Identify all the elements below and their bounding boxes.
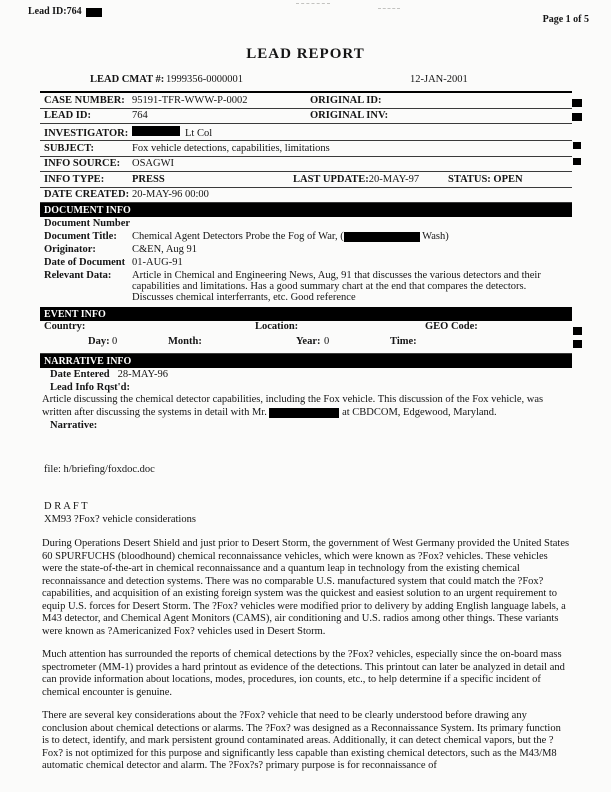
narrative-info-header: NARRATIVE INFO <box>40 354 572 368</box>
subject-label: SUBJECT: <box>44 142 94 154</box>
redaction-box <box>269 408 339 418</box>
info-source-row <box>40 157 572 173</box>
lead-info-post: at CBDCOM, Edgewood, Maryland. <box>339 406 497 418</box>
case-number-label: CASE NUMBER: <box>44 94 125 106</box>
redaction-box <box>132 126 180 136</box>
original-inv-label: ORIGINAL INV: <box>310 110 389 121</box>
time-label: Time: <box>390 336 417 347</box>
scan-artifact <box>573 327 582 335</box>
document-title-pre: Chemical Agent Detectors Probe the Fog of War, ( <box>132 231 344 242</box>
last-update-value: 20-MAY-97 <box>368 173 420 185</box>
scan-artifact <box>573 340 582 348</box>
subject-row <box>40 141 572 157</box>
case-table <box>40 91 572 203</box>
date-of-document-value: 01-AUG-91 <box>132 257 183 268</box>
scan-artifact <box>573 142 581 149</box>
document-title-value <box>132 231 568 242</box>
info-source-label: INFO SOURCE: <box>44 158 121 169</box>
narrative-label: Narrative: <box>50 420 98 432</box>
status <box>448 174 523 185</box>
lead-info-label: Lead Info Rqst'd: <box>50 382 130 393</box>
geo-code-label: GEO Code: <box>425 321 478 332</box>
scan-artifact <box>572 99 582 107</box>
file-path-line: file: h/briefing/foxdoc.doc <box>44 464 155 476</box>
date-created-label: DATE CREATED: <box>44 189 130 200</box>
date-of-document-row <box>40 256 572 269</box>
location-label: Location: <box>255 321 299 332</box>
cmat-label: LEAD CMAT #: <box>90 74 165 85</box>
report-date: 12-JAN-2001 <box>410 74 468 85</box>
subject-value: Fox vehicle detections, capabilities, limitations <box>132 142 330 154</box>
document-title-label: Document Title: <box>44 231 117 242</box>
document-title-post: Wash) <box>419 231 449 242</box>
last-update <box>293 174 419 185</box>
redaction-box <box>86 8 102 17</box>
country-label: Country: <box>44 321 86 332</box>
investigator-label: INVESTIGATOR: <box>44 127 129 139</box>
cmat-row <box>40 74 572 91</box>
case-number-value: 95191-TFR-WWW-P-0002 <box>132 94 248 106</box>
narrative-text <box>40 538 572 773</box>
info-source-value: OSAGWI <box>132 158 174 169</box>
scan-artifact <box>572 113 582 121</box>
draft-line: D R A F T <box>44 501 88 513</box>
date-created-row <box>40 188 572 204</box>
original-id-label: ORIGINAL ID: <box>310 94 382 106</box>
date-entered-value: 28-MAY-96 <box>117 369 168 380</box>
date-created-value: 20-MAY-96 00:00 <box>132 189 209 200</box>
day-label: Day: <box>88 336 110 347</box>
relevant-data-label: Relevant Data: <box>44 270 112 281</box>
event-info-header: EVENT INFO <box>40 307 572 321</box>
originator-label: Originator: <box>44 244 96 255</box>
document-number-row <box>40 217 572 230</box>
event-row-1 <box>40 321 572 336</box>
document-info-header: DOCUMENT INFO <box>40 203 572 217</box>
event-row-2 <box>40 336 572 351</box>
investigator-row <box>40 124 572 141</box>
lead-id-row <box>40 109 572 125</box>
month-label: Month: <box>168 336 202 347</box>
report-body <box>40 74 572 784</box>
narrative-paragraph: During Operations Desert Shield and just prior to Desert Storm, the government of West Germany provided the United States 60 SPURFUCHS (bloodhound) chemical reconnaissance vehicles, which were known as ?Fox? vehicles. These vehicles were the state-of-the-art in chemical reconnaissance and a quantum leap in technology from the existing chemical reconnaissance and detection systems. There was no comparable U.S. manufactured system that could match the ?Fox? capabilities, and acquisition of an existing foreign system was the quickest and easiest solution to an urgent requirement to equip U.S. forces for Desert Storm. The ?Fox? vehicles were modified prior to delivery by adding English language labels, a M43 detector, and Chemical Agent Monitors (CAMS), air conditioning and U.S. radios among other things. These variants were known as ?Americanized Fox? vehicles used in Desert Storm. <box>42 538 570 637</box>
document-title-row <box>40 230 572 243</box>
info-type-value: PRESS <box>132 173 165 185</box>
investigator-value: Lt Col <box>185 127 213 139</box>
date-entered-label: Date Entered <box>50 369 110 380</box>
narrative-subject-line: XM93 ?Fox? vehicle considerations <box>44 514 196 526</box>
scan-artifact <box>573 158 581 165</box>
status-label: STATUS: <box>448 173 491 185</box>
cmat-value: 1999356-0000001 <box>166 74 243 85</box>
year-label: Year: <box>296 336 321 347</box>
document-info-section <box>40 217 572 307</box>
scan-artifact <box>378 8 400 9</box>
date-entered-row <box>40 368 572 381</box>
info-type-row <box>40 172 572 188</box>
info-type-label: INFO TYPE: <box>44 173 105 185</box>
narrative-paragraph: Much attention has surrounded the reports of chemical detections by the ?Fox? vehicles, especially since the on-board mass spectrometer (MM-1) provides a hard printout as evidence of the detections. This printout can later be analyzed in detail and can provide information about locations, modes, procedures, ion counts, etc., to help determine if a specific incident of chemical encounter is genuine. <box>42 649 565 698</box>
relevant-data-row <box>40 269 572 304</box>
year-value: 0 <box>324 336 330 347</box>
originator-row <box>40 243 572 256</box>
lead-info-pre: Article discussing the chemical detector capabilities, including the Fox vehicle. This discussion of the Fox vehicle, was written after discussing the systems in detail with Mr. <box>42 394 544 418</box>
report-title: LEAD REPORT <box>246 46 365 62</box>
scan-artifact <box>296 3 330 4</box>
narrative-section <box>40 368 572 773</box>
redaction-box <box>344 232 420 242</box>
corner-lead-id <box>28 6 102 17</box>
last-update-label: LAST UPDATE: <box>293 173 369 185</box>
page-number: Page 1 of 5 <box>542 14 589 25</box>
originator-value: C&EN, Aug 91 <box>132 244 198 255</box>
status-badge: OPEN <box>493 173 523 185</box>
case-number-row <box>40 93 572 109</box>
corner-lead-id-text: Lead ID:764 <box>28 6 82 17</box>
date-of-document-label: Date of Document <box>44 257 126 268</box>
event-info-section <box>40 321 572 354</box>
relevant-data-value: Article in Chemical and Engineering News, Aug, 91 that discusses the various detectors and their capabilities and limitations. Has a good summary chart at the end that compares the detectors. Discusses chemical interferrants, etc. Good reference <box>132 270 541 303</box>
lead-info-text <box>40 394 572 419</box>
lead-id-label: LEAD ID: <box>44 110 91 121</box>
narrative-paragraph: There are several key considerations about the ?Fox? vehicle that need to be clearly understood before drawing any conclusion about chemical detections or alarms. The ?Fox? was designed as a Reconnaissance System. Its primary function is to detect, identify, and mark persistent ground contaminated areas. Additionally, it can detect chemical vapors, but the ?Fox? is not optimized for this purpose and significantly less capable than existing chemical detectors, such as the M43/M8 automatic chemical detector and alarm. The ?Fox?s? primary purpose is for reconnaissance of <box>42 710 561 772</box>
lead-id-value: 764 <box>132 110 148 121</box>
day-value: 0 <box>112 336 118 347</box>
document-number-label: Document Number <box>44 218 131 229</box>
